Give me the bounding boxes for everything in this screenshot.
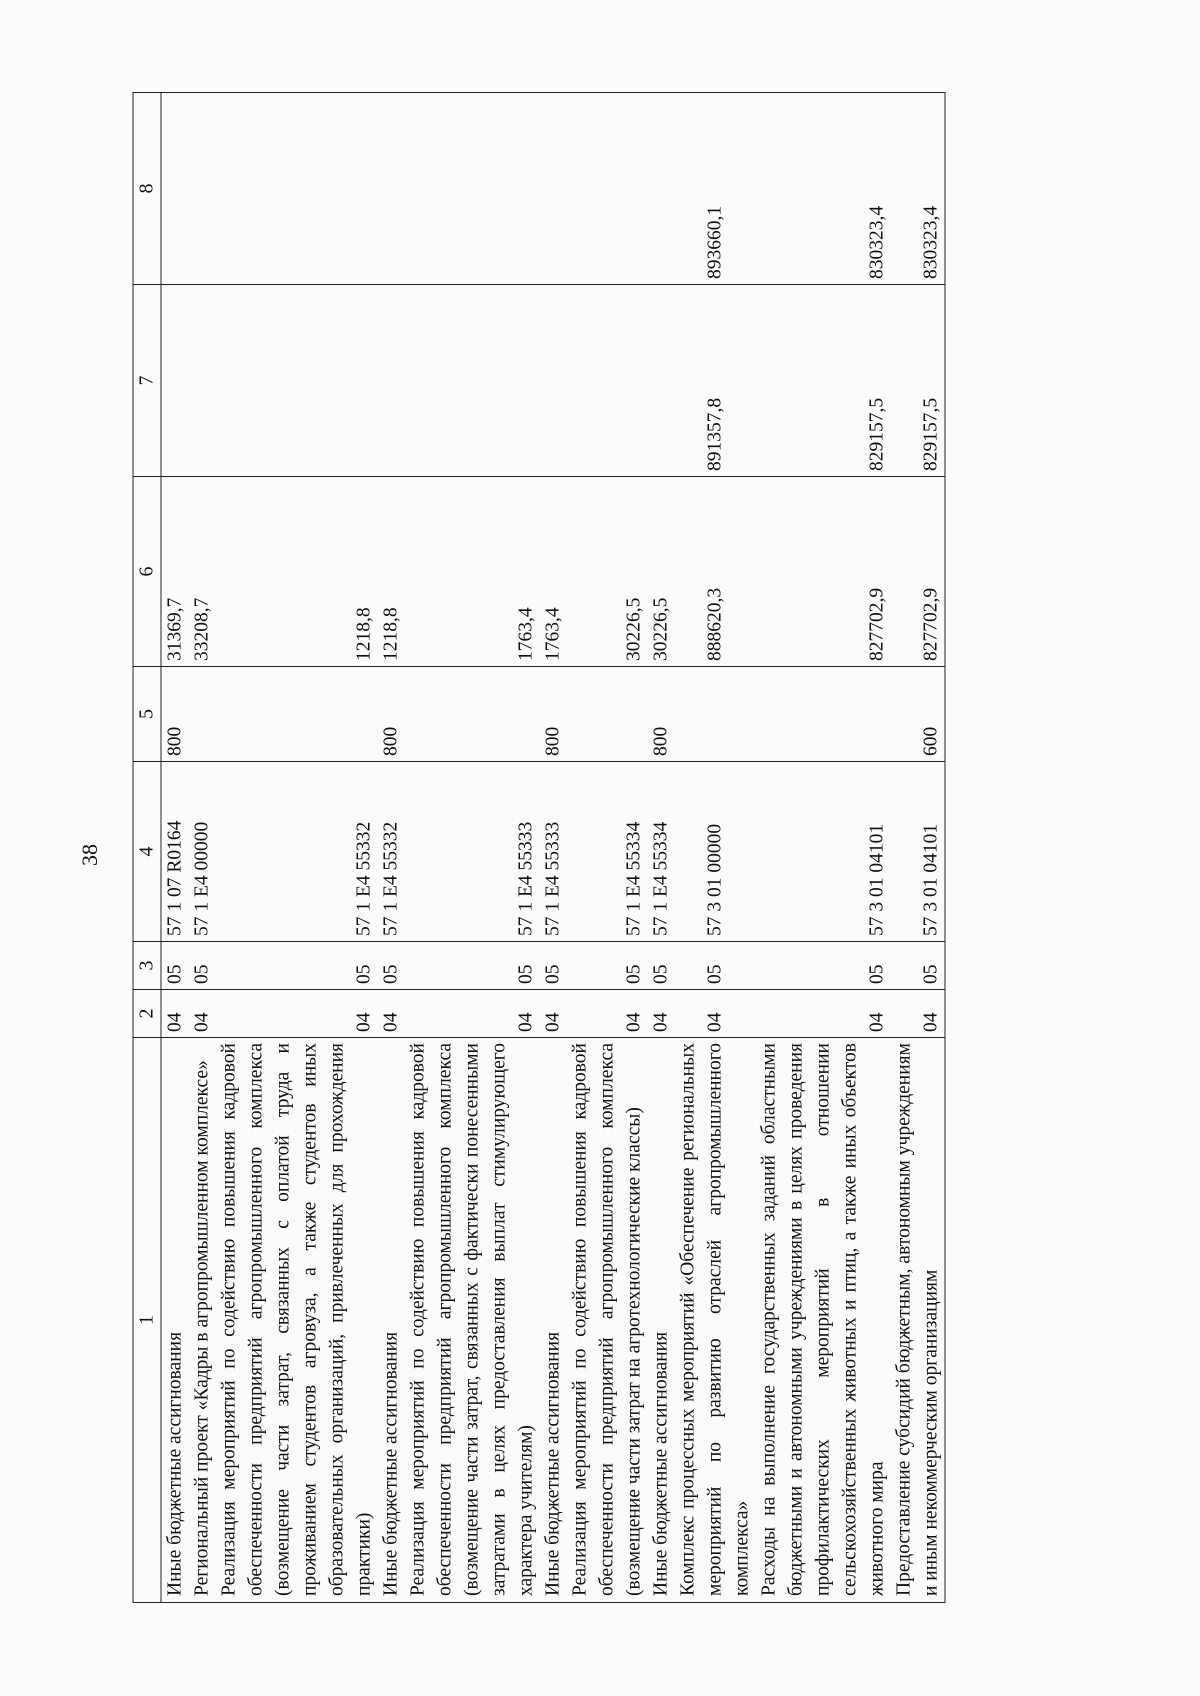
row-subsection: 05 [648, 942, 675, 990]
row-expense-type: 800 [378, 667, 405, 762]
row-subsection: 05 [891, 942, 946, 990]
table-row [891, 93, 946, 1603]
row-name: Иные бюджетные ассигнования [161, 1038, 189, 1603]
row-amount-3: 830323,4 [756, 93, 891, 285]
col-header-4: 4 [133, 762, 161, 942]
row-expense-type [405, 667, 540, 762]
row-amount-2: 829157,5 [891, 285, 946, 477]
row-subsection: 05 [161, 942, 189, 990]
row-amount-3 [405, 93, 540, 285]
row-target-code: 57 1 E4 55334 [567, 762, 648, 942]
row-target-code: 57 1 07 R0164 [161, 762, 189, 942]
table-row [648, 93, 675, 1603]
row-expense-type [756, 667, 891, 762]
row-amount-2 [216, 285, 378, 477]
row-section: 04 [405, 990, 540, 1038]
table-row [378, 93, 405, 1603]
row-target-code: 57 1 E4 55332 [378, 762, 405, 942]
row-subsection: 05 [378, 942, 405, 990]
header-row [133, 93, 161, 1603]
row-expense-type: 800 [161, 667, 189, 762]
row-target-code: 57 3 01 04101 [756, 762, 891, 942]
row-amount-2: 829157,5 [756, 285, 891, 477]
row-section: 04 [216, 990, 378, 1038]
table-row [567, 93, 648, 1603]
col-header-1: 1 [133, 1038, 161, 1603]
row-amount-1: 888620,3 [675, 477, 756, 667]
row-target-code: 57 1 E4 55332 [216, 762, 378, 942]
row-subsection: 05 [756, 942, 891, 990]
row-amount-1: 827702,9 [756, 477, 891, 667]
row-amount-1: 1763,4 [540, 477, 567, 667]
row-subsection: 05 [405, 942, 540, 990]
col-header-6: 6 [133, 477, 161, 667]
row-amount-3 [189, 93, 216, 285]
table-row [540, 93, 567, 1603]
row-amount-1: 30226,5 [648, 477, 675, 667]
row-name: Реализация мероприятий по содействию повышения кадровой обеспеченности предприятий агропромышленного комплекса (возмещение части затрат, связанных с фактически понесенными затратами в целях предоставления выплат стимулирующего характера учителям) [405, 1038, 540, 1603]
row-subsection: 05 [189, 942, 216, 990]
table-row [675, 93, 756, 1603]
row-amount-1: 30226,5 [567, 477, 648, 667]
row-amount-3 [567, 93, 648, 285]
row-expense-type [567, 667, 648, 762]
page-number: 38 [77, 844, 102, 866]
row-subsection: 05 [567, 942, 648, 990]
budget-table [133, 92, 946, 1603]
row-subsection: 05 [675, 942, 756, 990]
row-section: 04 [540, 990, 567, 1038]
row-section: 04 [675, 990, 756, 1038]
row-name: Региональный проект «Кадры в агропромышленном комплексе» [189, 1038, 216, 1603]
row-amount-1: 1763,4 [405, 477, 540, 667]
row-amount-2 [378, 285, 405, 477]
row-amount-3 [161, 93, 189, 285]
row-name: Комплекс процессных мероприятий «Обеспечение региональных мероприятий по развитию отраслей агропромышленного комплекса» [675, 1038, 756, 1603]
row-section: 04 [161, 990, 189, 1038]
row-amount-2: 891357,8 [675, 285, 756, 477]
row-name: Расходы на выполнение государственных заданий областными бюджетными и автономными учреждениями в целях проведения профилактических мероприятий в отношении сельскохозяйственных животных и птиц, а также иных объектов животного мира [756, 1038, 891, 1603]
row-amount-1: 1218,8 [378, 477, 405, 667]
row-amount-3 [540, 93, 567, 285]
row-subsection: 05 [216, 942, 378, 990]
row-name: Предоставление субсидий бюджетным, автономным учреждениям и иным некоммерческим организациям [891, 1038, 946, 1603]
row-amount-3: 830323,4 [891, 93, 946, 285]
row-amount-2 [161, 285, 189, 477]
col-header-8: 8 [133, 93, 161, 285]
table-row [189, 93, 216, 1603]
table-row [756, 93, 891, 1603]
table-body [161, 93, 945, 1603]
row-target-code: 57 1 E4 55333 [405, 762, 540, 942]
row-section: 04 [567, 990, 648, 1038]
rotated-budget-table-wrapper [133, 93, 1068, 1603]
col-header-5: 5 [133, 667, 161, 762]
row-expense-type: 600 [891, 667, 946, 762]
row-expense-type [216, 667, 378, 762]
row-amount-3 [648, 93, 675, 285]
row-amount-1: 827702,9 [891, 477, 946, 667]
row-section: 04 [189, 990, 216, 1038]
row-amount-3 [216, 93, 378, 285]
row-name: Реализация мероприятий по содействию повышения кадровой обеспеченности предприятий агропромышленного комплекса (возмещение части затрат на агротехнологические классы) [567, 1038, 648, 1603]
row-section: 04 [891, 990, 946, 1038]
row-expense-type [675, 667, 756, 762]
col-header-2: 2 [133, 990, 161, 1038]
row-expense-type: 800 [648, 667, 675, 762]
row-target-code: 57 1 E4 55333 [540, 762, 567, 942]
row-name: Иные бюджетные ассигнования [540, 1038, 567, 1603]
col-header-3: 3 [133, 942, 161, 990]
row-expense-type: 800 [540, 667, 567, 762]
row-subsection: 05 [540, 942, 567, 990]
table-row [216, 93, 378, 1603]
row-amount-2 [405, 285, 540, 477]
row-target-code: 57 3 01 04101 [891, 762, 946, 942]
row-amount-1: 1218,8 [216, 477, 378, 667]
table-row [405, 93, 540, 1603]
row-amount-2 [189, 285, 216, 477]
row-name: Иные бюджетные ассигнования [378, 1038, 405, 1603]
row-expense-type [189, 667, 216, 762]
row-amount-2 [648, 285, 675, 477]
row-section: 04 [648, 990, 675, 1038]
row-amount-2 [567, 285, 648, 477]
table-row [161, 93, 189, 1603]
row-amount-2 [540, 285, 567, 477]
row-target-code: 57 3 01 00000 [675, 762, 756, 942]
row-target-code: 57 1 E4 00000 [189, 762, 216, 942]
row-amount-3 [378, 93, 405, 285]
row-amount-1: 31369,7 [161, 477, 189, 667]
col-header-7: 7 [133, 285, 161, 477]
row-section: 04 [378, 990, 405, 1038]
row-amount-1: 33208,7 [189, 477, 216, 667]
row-target-code: 57 1 E4 55334 [648, 762, 675, 942]
row-amount-3: 893660,1 [675, 93, 756, 285]
row-name: Иные бюджетные ассигнования [648, 1038, 675, 1603]
row-section: 04 [756, 990, 891, 1038]
row-name: Реализация мероприятий по содействию повышения кадровой обеспеченности предприятий агропромышленного комплекса (возмещение части затрат, связанных с оплатой труда и проживанием студентов агровуза, а также студентов иных образовательных организаций, привлеченных для прохождения практики) [216, 1038, 378, 1603]
